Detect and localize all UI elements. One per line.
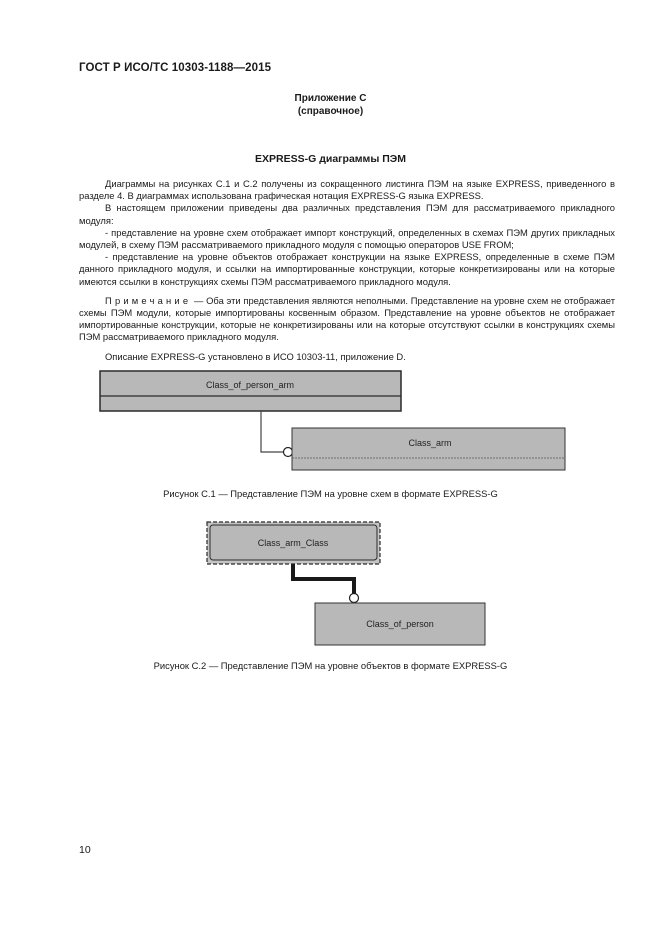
entity-box-bottom-label: Class_of_person	[366, 619, 434, 629]
page-number: 10	[79, 844, 91, 856]
schema-box-class-arm	[292, 428, 565, 470]
entity-box-top-label: Class_arm_Class	[257, 538, 329, 548]
figure-c2	[207, 522, 485, 645]
paragraph: В настоящем приложении приведены два различных представления ПЭМ для рассматриваемого прикладного модуля:	[79, 202, 615, 226]
connector-circle	[350, 594, 359, 603]
paragraph: Описание EXPRESS-G установлено в ИСО 10303-11, приложение D.	[105, 350, 406, 362]
document-header: ГОСТ Р ИСО/ТС 10303-1188—2015	[79, 62, 272, 74]
list-item: - представление на уровне объектов отображает конструкции на языке EXPRESS, определенные в схеме ПЭМ данного прикладного модуля, и ссылки на импортированные конструкции, которые конкретизированы или на которые имеются ссылки в конструкциях схемы ПЭМ рассматриваемого прикладного модуля.	[79, 251, 615, 287]
schema-box-bottom-label: Class_arm	[408, 438, 452, 448]
connector-circle	[284, 448, 293, 457]
note-label: Примечание	[105, 294, 192, 306]
paragraph: Диаграммы на рисунках С.1 и С.2 получены из сокращенного листинга ПЭМ на языке EXPRESS, приведенного в разделе 4. В диаграммах использована графическая нотация EXPRESS-G языка EXPRESS.	[79, 178, 615, 202]
note-text: — Оба эти представления являются неполными. Представление на уровне схем не отображает схемы ПЭМ модули, которые импортированы косвенным образом. Представление на уровне объектов не отображает импортированные конструкции, которые не конкретизированы или на которые отсутствуют ссылки в конструкциях схемы ПЭМ рассматриваемого прикладного модуля.	[79, 294, 615, 343]
figure-c1-caption: Рисунок С.1 — Представление ПЭМ на уровне схем в формате EXPRESS-G	[163, 488, 498, 499]
figure-c2-caption: Рисунок С.2 — Представление ПЭМ на уровне объектов в формате EXPRESS-G	[153, 660, 508, 671]
connector-thick-line	[293, 564, 354, 594]
figure-c1	[100, 371, 565, 470]
schema-box-class-of-person-arm	[100, 371, 401, 411]
schema-box-top-label: Class_of_person_arm	[205, 380, 295, 390]
section-title: EXPRESS-G диаграммы ПЭМ	[255, 153, 406, 165]
list-item: - представление на уровне схем отображает импорт конструкций, определенных в схемах ПЭМ других прикладных модулей, в схему ПЭМ рассматриваемого прикладного модуля с помощью операторов USE FROM;	[79, 226, 615, 251]
annex-title: Приложение С	[294, 93, 367, 104]
connector-line	[261, 411, 284, 452]
annex-subtitle: (справочное)	[297, 106, 364, 117]
